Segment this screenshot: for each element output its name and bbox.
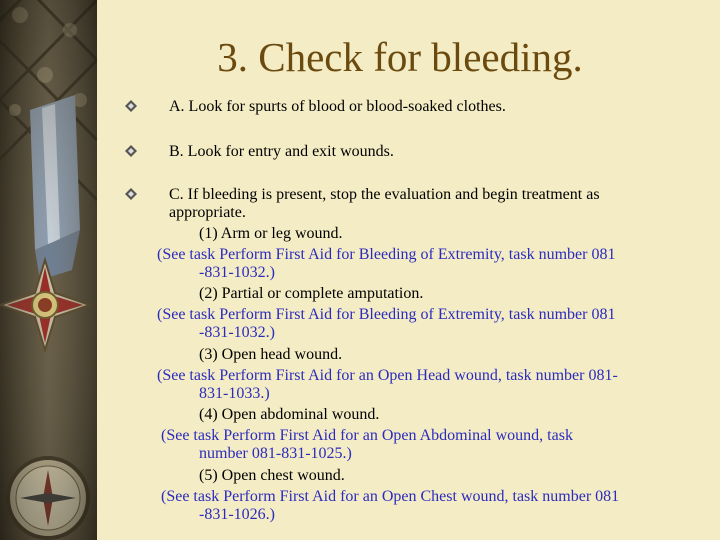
sub-item-reference: -831-1026.) [199,506,275,523]
decorative-side-image [0,0,97,540]
list-item: C. If bleeding is present, stop the evaluation and begin treatment as [169,186,600,203]
sub-item-label: (3) Open head wound. [199,346,343,363]
sub-item-reference: (See task Perform First Aid for Bleeding of Extremity, task number 081 [157,306,616,323]
sub-item-reference: 831-1033.) [199,385,270,402]
sub-item-reference: number 081-831-1025.) [199,445,352,462]
sub-item-reference: (See task Perform First Aid for an Open Abdominal wound, task [161,427,573,444]
sub-item-label: (5) Open chest wound. [199,467,345,484]
list-item: A. Look for spurts of blood or blood-soaked clothes. [169,98,506,115]
sub-item-reference: (See task Perform First Aid for an Open Head wound, task number 081- [157,367,618,384]
slide-title: 3. Check for bleeding. [217,34,583,80]
bullet-icon [125,100,137,112]
list-item-continuation: appropriate. [169,204,246,221]
sub-item-reference: (See task Perform First Aid for an Open Chest wound, task number 081 [161,488,620,505]
sub-item-label: (4) Open abdominal wound. [199,406,380,423]
sub-item-reference: -831-1032.) [199,324,275,341]
sub-item-label: (2) Partial or complete amputation. [199,285,424,302]
sub-item-label: (1) Arm or leg wound. [199,225,343,242]
sub-item-reference: -831-1032.) [199,264,275,281]
bullet-icon [125,188,137,200]
list-item: B. Look for entry and exit wounds. [169,143,394,160]
sub-item-reference: (See task Perform First Aid for Bleeding of Extremity, task number 081 [157,246,616,263]
bullet-icon [125,145,137,157]
